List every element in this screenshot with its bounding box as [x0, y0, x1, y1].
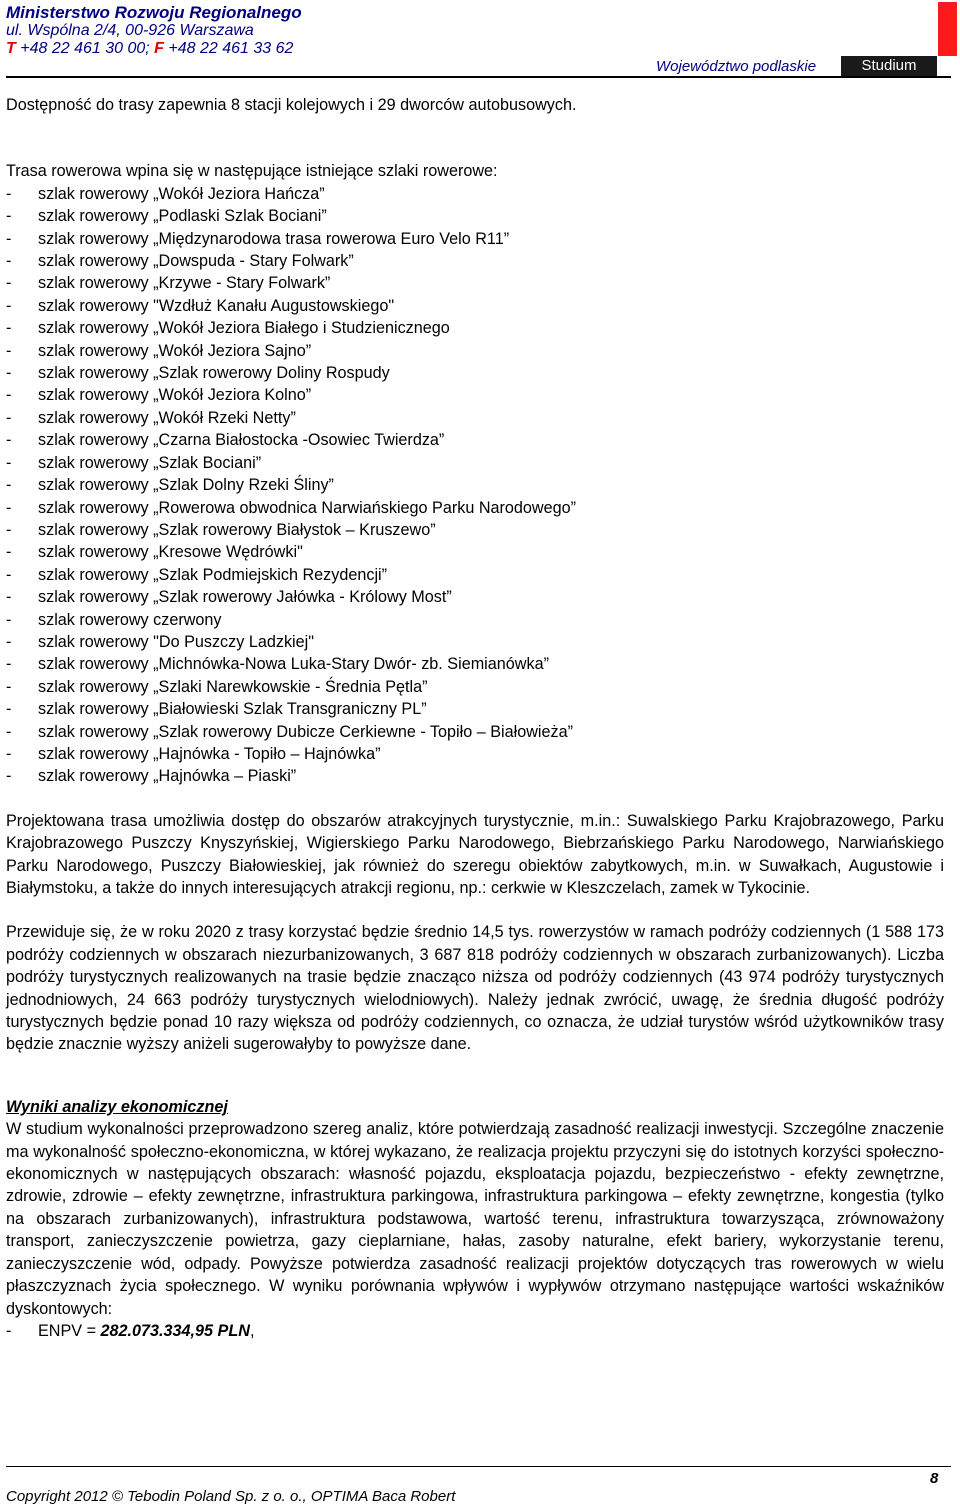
- trail-list-item: [6, 407, 944, 429]
- trail-list-item: [6, 205, 944, 227]
- list-dash: -: [6, 565, 12, 584]
- trail-name: szlak rowerowy „Kresowe Wędrówki": [38, 543, 303, 562]
- trail-list-item: [6, 429, 944, 451]
- list-dash: -: [6, 767, 12, 786]
- section-heading: Wyniki analizy ekonomicznej: [6, 1097, 228, 1116]
- list-dash: -: [6, 677, 12, 696]
- fax-letter: F: [154, 40, 164, 57]
- trail-list-item: [6, 384, 944, 406]
- trail-list-item: [6, 183, 944, 205]
- trail-list-item: [6, 452, 944, 474]
- trail-list-item: [6, 765, 944, 787]
- list-dash: -: [6, 520, 12, 539]
- trail-list-item: [6, 609, 944, 631]
- enpv-suffix: ,: [249, 1321, 255, 1340]
- paragraph-forecast: Przewiduje się, że w roku 2020 z trasy korzystać będzie średnio 14,5 tys. rowerzystów w ramach podróży codziennych (1 588 173 podróży codziennych w obszarach niezurbanizowanych, 3 687 818 podróży codziennych w obszarach zurbanizowanych). Liczba podróży turystycznych realizowanych na trasie będzie znacząco niższa od podróży codziennych (43 974 podróży turystycznych jednodniowych, 24 663 podróży turystycznych wielodniowych). Należy jednak zwrócić, uwagę, że średnia długość podróży turystycznych będzie ponad 10 razy większa od podróży codziennych, co oznacza, że udział turystów wśród użytkowników trasy będzie znacznie wyższy aniżeli sugerowałyby to powyższe dane.: [6, 923, 944, 1054]
- list-dash: -: [6, 722, 12, 741]
- org-name: Ministerstwo Rozwoju Regionalnego: [6, 3, 302, 22]
- trail-name: szlak rowerowy „Białowieski Szlak Transgraniczny PL”: [38, 700, 427, 719]
- list-dash: -: [6, 700, 12, 719]
- trail-list-item: [6, 653, 944, 675]
- header-divider: [6, 76, 951, 78]
- trail-list-item: [6, 586, 944, 608]
- trail-list-item: [6, 698, 944, 720]
- page-header: [6, 0, 956, 80]
- trail-name: szlak rowerowy „Międzynarodowa trasa rowerowa Euro Velo R11”: [38, 229, 510, 248]
- trail-name: szlak rowerowy „Szlak Podmiejskich Rezydencji”: [38, 565, 388, 584]
- enpv-label: ENPV =: [38, 1321, 101, 1340]
- trail-name: szlak rowerowy „Szlak rowerowy Doliny Rospudy: [38, 364, 390, 383]
- trail-list-item: [6, 497, 944, 519]
- trail-name: szlak rowerowy „Dowspuda - Stary Folwark”: [38, 252, 354, 271]
- page-number: 8: [930, 1470, 939, 1487]
- list-dash: -: [6, 274, 12, 293]
- trail-name: szlak rowerowy „Hajnówka – Piaski”: [38, 767, 297, 786]
- list-dash: -: [6, 588, 12, 607]
- trail-name: szlak rowerowy „Wokół Rzeki Netty”: [38, 408, 296, 427]
- list-dash: -: [6, 341, 12, 360]
- list-dash: -: [6, 543, 12, 562]
- trail-name: szlak rowerowy „Szlak Bociani”: [38, 453, 262, 472]
- list-dash: -: [6, 1321, 12, 1340]
- trail-name: szlak rowerowy „Hajnówka - Topiło – Hajnówka”: [38, 744, 381, 763]
- list-dash: -: [6, 476, 12, 495]
- list-dash: -: [6, 498, 12, 517]
- trail-name: szlak rowerowy „Podlaski Szlak Bociani”: [38, 207, 327, 226]
- trail-name: szlak rowerowy „Krzywe - Stary Folwark”: [38, 274, 331, 293]
- trail-name: szlak rowerowy czerwony: [38, 610, 222, 629]
- list-dash: -: [6, 386, 12, 405]
- header-accent-bar: [938, 2, 957, 56]
- trail-list-item: [6, 317, 944, 339]
- list-dash: -: [6, 655, 12, 674]
- fax-number: +48 22 461 33 62: [168, 40, 294, 57]
- org-address: ul. Wspólna 2/4, 00-926 Warszawa: [6, 22, 254, 39]
- trail-name: szlak rowerowy „Wokół Jeziora Hańcza”: [38, 184, 325, 203]
- trail-list: [6, 183, 944, 788]
- paragraph-stations: Dostępność do trasy zapewnia 8 stacji kolejowych i 29 dworców autobusowych.: [6, 96, 577, 114]
- list-dash: -: [6, 632, 12, 651]
- trail-list-item: [6, 541, 944, 563]
- phone-number: +48 22 461 30 00;: [20, 40, 150, 57]
- trail-name: szlak rowerowy „Wokół Jeziora Sajno”: [38, 341, 312, 360]
- footer-copyright: Copyright 2012 © Tebodin Poland Sp. z o. o., OPTIMA Baca Robert: [6, 1488, 456, 1505]
- paragraph-attractions: Projektowana trasa umożliwia dostęp do obszarów atrakcyjnych turystycznie, m.in.: Suwalskiego Parku Krajobrazowego, Parku Krajobrazowego Puszczy Knyszyńskiej, Wigierskiego Parku Narodowego, Biebrzańskiego Parku Narodowego, Narwiańskiego Parku Narodowego, Puszczy Białowieskiej, jak również do szeregu obiektów zabytkowych, m.in. w Suwałkach, Augustowie i Białymstoku, a także do innych interesujących atrakcji regionu, np.: cerkwie w Kleszczelach, zamek w Tykocinie.: [6, 811, 944, 897]
- trail-list-item: [6, 631, 944, 653]
- trail-name: szlak rowerowy „Wokół Jeziora Białego i Studzienicznego: [38, 319, 450, 338]
- enpv-value: 282.073.334,95 PLN: [100, 1321, 250, 1340]
- trail-name: szlak rowerowy "Do Puszczy Ladzkiej": [38, 632, 314, 651]
- list-dash: -: [6, 744, 12, 763]
- list-dash: -: [6, 319, 12, 338]
- header-region: Województwo podlaskie: [656, 58, 817, 75]
- list-dash: -: [6, 184, 12, 203]
- trail-list-item: [6, 564, 944, 586]
- document-body: [6, 94, 944, 1342]
- trail-list-item: [6, 721, 944, 743]
- list-dash: -: [6, 364, 12, 383]
- trail-list-item: [6, 474, 944, 496]
- enpv-item: [6, 1320, 944, 1342]
- trail-name: szlak rowerowy „Szlaki Narewkowskie - Średnia Pętla”: [38, 677, 428, 696]
- list-dash: -: [6, 453, 12, 472]
- trail-list-item: [6, 676, 944, 698]
- list-dash: -: [6, 207, 12, 226]
- header-badge: Studium: [841, 56, 937, 76]
- list-dash: -: [6, 408, 12, 427]
- trail-list-item: [6, 228, 944, 250]
- trail-list-item: [6, 362, 944, 384]
- phone-letter: T: [6, 40, 16, 57]
- enpv-list: [6, 1320, 944, 1342]
- list-dash: -: [6, 252, 12, 271]
- trail-name: szlak rowerowy „Szlak rowerowy Białystok – Kruszewo”: [38, 520, 436, 539]
- trail-name: szlak rowerowy „Szlak rowerowy Dubicze Cerkiewne - Topiło – Białowieża”: [38, 722, 573, 741]
- list-dash: -: [6, 296, 12, 315]
- trail-list-item: [6, 743, 944, 765]
- trail-list-item: [6, 295, 944, 317]
- paragraph-trails-intro: Trasa rowerowa wpina się w następujące istniejące szlaki rowerowe:: [6, 162, 498, 181]
- trail-name: szlak rowerowy „Szlak rowerowy Jałówka - Królowy Most”: [38, 588, 452, 607]
- list-dash: -: [6, 610, 12, 629]
- paragraph-economic-analysis: W studium wykonalności przeprowadzono szereg analiz, które potwierdzają zasadność realizacji inwestycji. Szczególne znaczenie ma wykonalność społeczno-ekonomiczna, w której wykazano, że realizacja projektu przyczyni się do istotnych korzyści społeczno-ekonomicznych w następujących obszarach: własność pojazdu, eksploatacja pojazdu, bezpieczeństwo - efekty zewnętrzne, zdrowie, zdrowie – efekty zewnętrzne, infrastruktura parkingowa, infrastruktura parkingowa – efekty zewnętrzne, kongestia (tylko na obszarach zurbanizowanych), infrastruktura podstawowa, wartość terenu, infrastruktura towarzysząca, zrównoważony transport, zanieczyszczenie powietrza, gazy cieplarniane, hałas, zasoby naturalne, efekt bariery, wykorzystanie terenu, zanieczyszczenie wód, odpady. Powyższe potwierdza zasadność realizacji projektów dotyczących tras rowerowych w wielu płaszczyznach życia społecznego. W wyniku porównania wpływów i wypływów otrzymano następujące wartości wskaźników dyskontowych:: [6, 1120, 944, 1318]
- trail-name: szlak rowerowy „Wokół Jeziora Kolno”: [38, 386, 312, 405]
- trail-list-item: [6, 519, 944, 541]
- trail-name: szlak rowerowy "Wzdłuż Kanału Augustowskiego": [38, 296, 395, 315]
- trail-name: szlak rowerowy „Czarna Białostocka -Osowiec Twierdza”: [38, 431, 445, 450]
- trail-list-item: [6, 340, 944, 362]
- trail-name: szlak rowerowy „Michnówka-Nowa Luka-Stary Dwór- zb. Siemianówka”: [38, 655, 549, 674]
- trail-list-item: [6, 272, 944, 294]
- footer-divider: [6, 1466, 951, 1467]
- list-dash: -: [6, 431, 12, 450]
- trail-name: szlak rowerowy „Szlak Dolny Rzeki Śliny”: [38, 476, 334, 495]
- list-dash: -: [6, 229, 12, 248]
- trail-name: szlak rowerowy „Rowerowa obwodnica Narwiańskiego Parku Narodowego”: [38, 498, 577, 517]
- trail-list-item: [6, 250, 944, 272]
- org-contact: [6, 40, 293, 58]
